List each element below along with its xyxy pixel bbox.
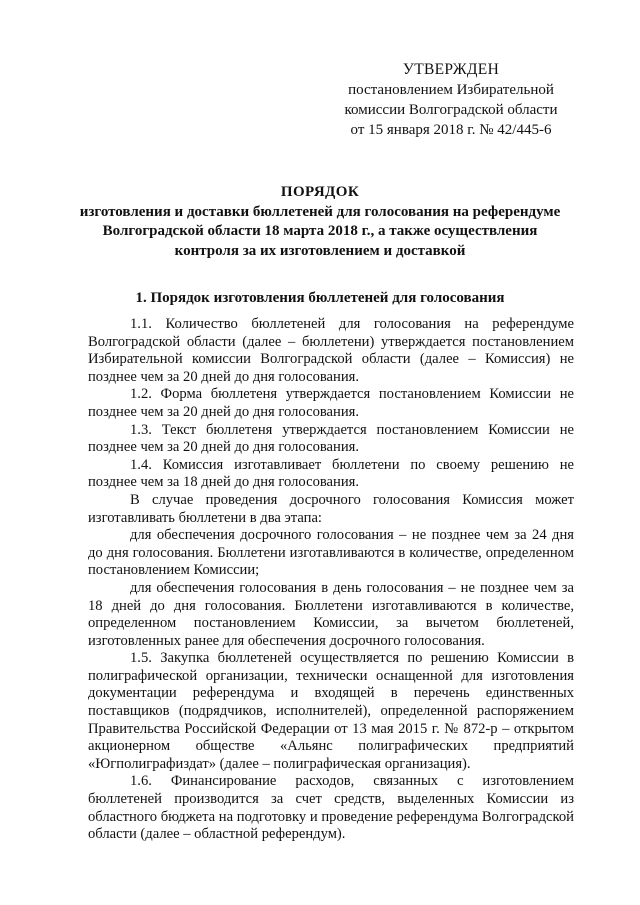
section-heading: 1. Порядок изготовления бюллетеней для голосования <box>135 290 505 306</box>
document-title-block <box>78 183 562 261</box>
approval-line: комиссии Волгоградской области <box>344 102 558 118</box>
approval-line: постановлением Избирательной <box>348 82 554 98</box>
paragraph: 1.2. Форма бюллетеня утверждается постановлением Комиссии не позднее чем за 20 дней до дня голосования. <box>88 386 574 420</box>
paragraph: для обеспечения досрочного голосования – не позднее чем за 24 дня до дня голосования. Бюллетени изготавливаются в количестве, определенном постановлением Комиссии; <box>88 527 574 579</box>
document-subtitle-line: контроля за их изготовлением и доставкой <box>174 242 466 259</box>
approval-line: от 15 января 2018 г. № 42/445-6 <box>350 122 552 138</box>
document-title: ПОРЯДОК <box>280 184 360 200</box>
paragraph: для обеспечения голосования в день голосования – не позднее чем за 18 дней до дня голосования. Бюллетени изготавливаются в количестве, определенном постановлением Комиссии, за вычетом бюллетеней, изготовленных ранее для обеспечения досрочного голосования. <box>88 579 574 649</box>
approval-title: УТВЕРЖДЕН <box>402 61 500 78</box>
paragraph: 1.1. Количество бюллетеней для голосования на референдуме Волгоградской области (далее – бюллетени) утверждается постановлением Избирательной комиссии Волгоградской области (далее – Комиссия) не позднее чем за 20 дней до дня голосования. <box>88 316 574 385</box>
approval-stamp <box>336 60 566 140</box>
paragraph: 1.3. Текст бюллетеня утверждается постановлением Комиссии не позднее чем за 20 дней до дня голосования. <box>88 421 574 456</box>
document-subtitle-line: изготовления и доставки бюллетеней для голосования на референдуме <box>79 203 561 220</box>
document-subtitle-line: Волгоградской области 18 марта 2018 г., а также осуществления <box>102 223 538 239</box>
paragraph: В случае проведения досрочного голосования Комиссия может изготавливать бюллетени в два этапа: <box>88 491 574 526</box>
paragraph: 1.5. Закупка бюллетеней осуществляется по решению Комиссии в полиграфической организации, технически оснащенной для изготовления документации референдума и входящей в перечень единственных поставщиков (подрядчиков, исполнителей), определенной распоряжением Правительства Российской Федерации от 13 мая 2015 г. № 872-р – открытом акционерном обществе «Альянс полиграфических предприятий «Югполиграфиздат» (далее – полиграфическая организация). <box>88 650 574 772</box>
paragraph: 1.4. Комиссия изготавливает бюллетени по своему решению не позднее чем за 18 дней до дня голосования. <box>88 456 574 491</box>
paragraph: 1.6. Финансирование расходов, связанных с изготовлением бюллетеней производится за счет средств, выделенных Комиссии из областного бюджета на подготовку и проведение референдума Волгоградской области (далее – областной референдум). <box>88 773 574 843</box>
section-body <box>88 316 574 844</box>
